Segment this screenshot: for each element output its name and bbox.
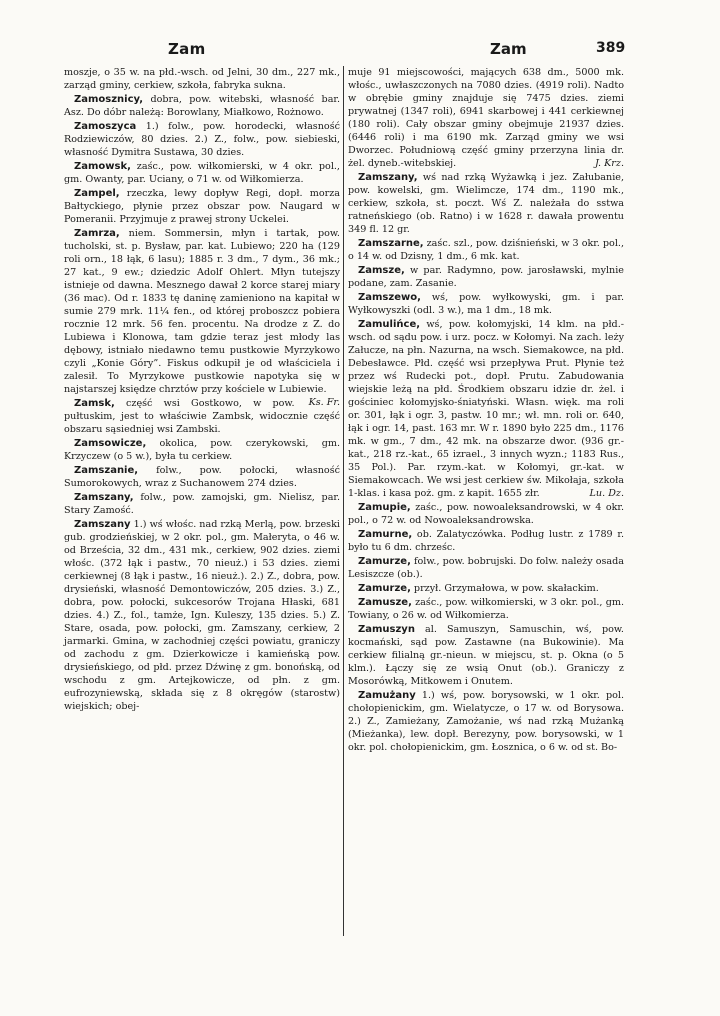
entry-text: okolica, pow. czerykowski, gm. Krzyczew (o 5 w.), była tu cerkiew. [64,438,340,462]
dictionary-entry [64,491,340,517]
entry-headword: Zamużany [358,690,416,701]
dictionary-entry [64,160,340,186]
dictionary-entry [348,264,624,290]
dictionary-entry [348,291,624,317]
right-column [348,66,624,755]
entry-text: wś nad rzką Wyżawką i jez. Załubanie, pow. kowelski, gm. Wielimcze, 174 dm., 1190 mk., cerkiew, szkoła, st. poczt. Wś Z. należała do sstwa ratneńskiego (ob. Ratno) i w 1628 r. dawała prowentu 349 fl. 12 gr. [348,172,624,235]
entry-headword: Zamosznicy, [74,94,144,105]
dictionary-entry [348,555,624,581]
entry-headword: Zamurne, [358,529,413,540]
running-head-right: Zam [490,40,527,58]
dictionary-entry [348,237,624,263]
entry-headword: Zamszany [74,519,131,530]
entry-text: wś, pow. kołomyjski, 14 klm. na płd.-wsch. od sądu pow. i urz. pocz. w Kołomyi. Na zach. leży Załucze, na płn. Nazurna, na wsch. Siemakowce, na płd. Debesławce. Płd. część wsi przepływa Prut. Płynie też przez wś Rudecki pot., dopł. Prutu. Zabudowania wiejskie leżą na płd. Środkiem obszaru idzie dr. żel. i gościniec kołomyjsko-śniatyński. Własn. więk. ma roli or. 301, łąk i ogr. 3, pastw. 10 mr.; wł. mn. roli or. 640, łąk i ogr. 14, past. 163 mr. W r. 1890 było 225 dm., 1176 mk. w gm., 7 dm., 42 mk. na obszarze dwor. (936 gr.-kat., 218 rz.-kat., 65 izrael., 3 innych wyzn.; 1183 Rus., 35 Pol.). Par. rzym.-kat. w Kołomyi, gr.-kat. w Siemakowcach. We wsi jest cerkiew św. Mikołaja, szkoła 1-klas. i kasa poż. gm. z kapit. 1655 złr. [348,319,624,499]
dictionary-entry [64,437,340,463]
dictionary-entry [348,528,624,554]
dictionary-entry [64,518,340,713]
dictionary-entry [348,623,624,688]
dictionary-entry [348,171,624,236]
entry-headword: Zamszany, [74,492,134,503]
dictionary-entry [64,66,340,92]
dictionary-entry [64,187,340,226]
entry-headword: Zamsze, [358,265,405,276]
entry-text: niem. Sommersin, młyn i tartak, pow. tucholski, st. p. Bysław, par. kat. Lubiewo; 220 ha (129 roli orn., 18 łąk, 6 lasu); 1885 r. 3 dm., 7 dym., 36 mk.; 27 kat., 9 ew.; dziedzic Adolf Ohlert. Młyn tutejszy istnieje od dawna. Mesznego dawał 2 korce starej miary (36 mac). Od r. 1833 tę daninę zamieniono na kapitał w sumie 279 mrk. 11¼ fen., od której proboszcz pobiera rocznie 12 mrk. 56 fen. procentu. Na drodze z Z. do Lubiewa i Klonowa, tam gdzie teraz jest młody las dębowy, istniało niedawno temu pustkowie Myrzykowo czyli „Konie Góry”. Fiskus odkupił je od właściciela i zalesił. To Myrzykowe pustkowie napotyka się w najstarszej księdze chrztów przy kościele w Lubiewie. [64,228,340,395]
entry-text: folw., pow. połocki, własność Sumorokowych, wraz z Suchanowem 274 dzies. [64,465,340,489]
entry-headword: Zamszarne, [358,238,424,249]
dictionary-entry [348,501,624,527]
entry-text: część wsi Gostkowo, w pow. pułtuskim, jest to właściwie Zambsk, widocznie część obszaru sąsiedniej wsi Zambski. [64,398,340,435]
entry-headword: Zamszanie, [74,465,139,476]
entry-text: folw., pow. bobrujski. Do folw. należy osada Lesiszcze (ob.). [348,556,624,580]
entry-text: wś, pow. wyłkowyski, gm. i par. Wyłkowyszki (odl. 3 w.), ma 1 dm., 18 mk. [348,292,624,316]
entry-text: folw., pow. zamojski, gm. Nielisz, par. Stary Zamość. [64,492,340,516]
dictionary-entry [64,93,340,119]
entry-text: zaśc. szl., pow. dziśnieński, w 3 okr. pol., o 14 w. od Dzisny, 1 dm., 6 mk. kat. [348,238,624,262]
entry-headword: Zamsk, [74,398,115,409]
entry-author-signature: J. Krz. [594,158,624,169]
left-column [64,66,340,714]
entry-text: zaśc., pow. wiłkomierski, w 3 okr. pol., gm. Towiany, o 26 w. od Wiłkomierza. [348,597,624,621]
page-header [0,40,720,64]
entry-text: przył. Grzymałowa, w pow. skałackim. [410,583,599,594]
dictionary-entry [348,582,624,595]
entry-headword: Zamuszyn [358,624,415,635]
page-number: 389 [596,40,626,56]
dictionary-entry [64,464,340,490]
entry-headword: Zamszany, [358,172,418,183]
entry-headword: Zamsowicze, [74,438,147,449]
entry-headword: Zamurze, [358,583,411,594]
entry-text: 1.) wś włośc. nad rzką Merlą, pow. brzeski gub. grodzieńskiej, w 2 okr. pol., gm. Małeryta, o 46 w. od Brześcia, 32 dm., 431 mk., cerkiew, 902 dzies. ziemi włośc. (372 łąk i pastw., 70 nieuż.) i 53 dzies. ziemi cerkiewnej (8 łąk i pastw., 16 nieuż.). 2.) Z., dobra, pow. drysieński, własność Demontowiczów, 205 dzies. 3.) Z., dobra, pow. połocki, sukcesorów Trojana Hłaski, 681 dzies. 4.) Z., fol., tamże, Ign. Kuleszy, 135 dzies. 5.) Z. Stare, osada, pow. połocki, gm. Zamszany, cerkiew, 2 jarmarki. Gmina, w zachodniej części powiatu, graniczy od zachodu z gm. Dzierkowicze i kamieńską pow. drysieńskiego, od płd. przez Dźwinę z gm. bonońską, od wschodu z gm. Artejkowicze, od płn. z gm. eufrozyniewską, składa się z 8 okręgów (starostw) wiejskich; obej- [64,519,340,712]
entry-headword: Zamusze, [358,597,412,608]
entry-headword: Zamulińce, [358,319,421,330]
entry-text: zaśc., pow. nowoaleksandrowski, w 4 okr. pol., o 72 w. od Nowoaleksandrowska. [348,502,624,526]
entry-text: zaśc., pow. wiłkomierski, w 4 okr. pol., gm. Owanty, par. Uciany, o 71 w. od Wiłkomierza. [64,161,340,185]
dictionary-entry [64,120,340,159]
entry-text: rzeczka, lewy dopływ Regi, dopł. morza Bałtyckiego, płynie przez obszar pow. Naugard w Pomeranii. Przyjmuje z prawej strony Uckelei. [64,188,340,225]
entry-text: ob. Zalatyczówka. Podług lustr. z 1789 r. było tu 6 dm. chrześc. [348,529,624,553]
entry-headword: Zamupie, [358,502,411,513]
dictionary-entry [348,689,624,754]
entry-text: al. Samuszyn, Samuschin, wś, pow. kocmański, sąd pow. Zastawne (na Bukowinie). Ma cerkiew filialną gr.-nieun. w miejscu, st. p. Okna (o 5 klm.). Łączy się ze wsią Onut (ob.). Graniczy z Mosorówką, Mitkowem i Onutem. [348,624,624,687]
entry-headword: Zamurze, [358,556,411,567]
dictionary-entry [348,318,624,500]
entry-text: 1.) wś, pow. borysowski, w 1 okr. pol. chołopienickim, gm. Wielatycze, o 17 w. od Borysowa. 2.) Z., Zamieżany, Zamożanie, wś nad rzką Mużanką (Mieżanka), lew. dopł. Berezyny, pow. borysowski, w 1 okr. pol. chołopienickim, gm. Łosznica, o 6 w. od st. Bo- [348,690,624,753]
entry-headword: Zamrza, [74,228,120,239]
dictionary-entry [348,596,624,622]
entry-author-signature: Lu. Dz. [589,488,624,499]
entry-text: 1.) folw., pow. horodecki, własność Rodziewiczów, 80 dzies. 2.) Z., folw., pow. siebieski, własność Dymitra Sustawa, 30 dzies. [64,121,340,158]
running-head-left: Zam [168,40,206,58]
entry-headword: Zamszewo, [358,292,421,303]
dictionary-entry [348,66,624,170]
entry-text: muje 91 miejscowości, mających 638 dm., 5000 mk. włośc., uwłaszczonych na 7080 dzies. (4919 roli). Nadto w obrębie gminy znajduje się 7475 dzies. ziemi prywatnej (1347 roli), 6941 skarbowej i 441 cerkiewnej (180 roli). Cały obszar gminy obejmuje 21937 dzies. (6446 roli) i ma 6190 mk. Zarząd gminy we wsi Dworzec. Południową część gminy przerzyna linia dr. żel. dyneb.-witebskiej. [348,67,624,169]
entry-headword: Zamowsk, [74,161,131,172]
column-divider [343,66,344,936]
entry-text: dobra, pow. witebski, własność bar. Asz. Do dóbr należą: Borowlany, Miałkowo, Rożnowo. [64,94,340,118]
entry-text: w par. Radymno, pow. jarosławski, mylnie podane, zam. Zasanie. [348,265,624,289]
entry-headword: Zamoszyca [74,121,137,132]
entry-text: moszje, o 35 w. na płd.-wsch. od Jelni, 30 dm., 227 mk., zarząd gminy, cerkiew, szkoła, fabryka sukna. [64,67,340,91]
entry-author-signature: Ks. Fr. [308,397,340,408]
entry-headword: Zampel, [74,188,120,199]
